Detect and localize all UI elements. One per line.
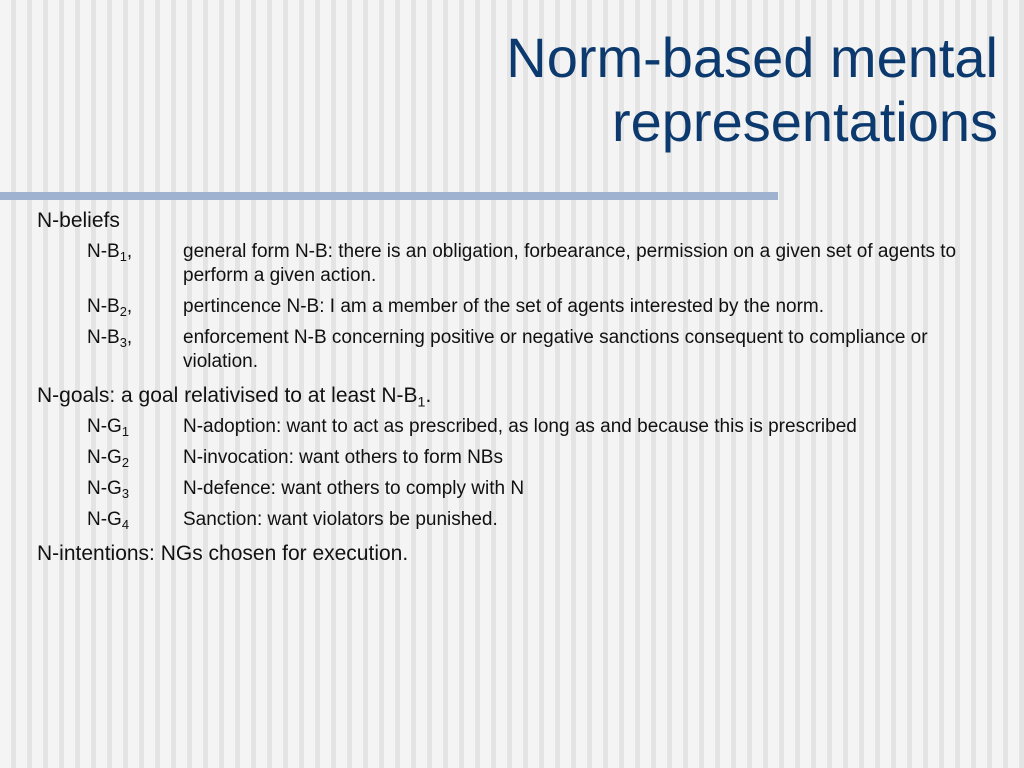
belief-code-2: $N-B_2$, [87,296,133,319]
title-line-1: Norm-based mental [506,26,998,89]
belief-code-3: $N-B_3$, [87,327,133,350]
goal-text-4: Sanction: want violators be punished. [183,509,498,530]
intentions-heading: N-intentions: NGs chosen for execution. [37,542,409,565]
goal-text-2: N-invocation: want others to form NBs [183,447,503,468]
goal-code-4: $N-G_4$ [87,509,130,532]
title-divider [0,192,778,200]
goal-text-1: N-adoption: want to act as prescribed, as long as and because this is prescribed [183,416,857,437]
goal-item-4 [87,508,997,532]
goal-code-1: $N-G_1$ [87,416,130,439]
title-line-2: representations [611,90,998,153]
goal-item-2 [87,446,997,470]
goal-text-3: N-defence: want others to comply with N [183,478,525,499]
belief-code-1: $N-B_1$, [87,241,133,264]
belief-item-3 [87,326,997,374]
slide-title [238,26,998,154]
belief-text-1: general form N-B: there is an obligation, forbearance, permission on a given set of agents to perform a given action. [183,241,957,286]
belief-item-2 [87,295,997,319]
goal-code-2: $N-G_2$ [87,447,130,470]
goal-item-3 [87,477,997,501]
goal-item-1 [87,415,997,439]
belief-text-3: enforcement N-B concerning positive or negative sanctions consequent to compliance or violation. [183,327,928,372]
belief-item-1 [87,240,997,288]
slide-body [37,206,997,573]
belief-text-2: pertincence N-B: I am a member of the set of agents interested by the norm. [183,296,825,317]
beliefs-heading: N-beliefs [37,209,120,232]
goal-code-3: $N-G_3$ [87,478,130,501]
goals-heading: N-goals: a goal relativised to at least $N-B_1$. [37,384,432,411]
